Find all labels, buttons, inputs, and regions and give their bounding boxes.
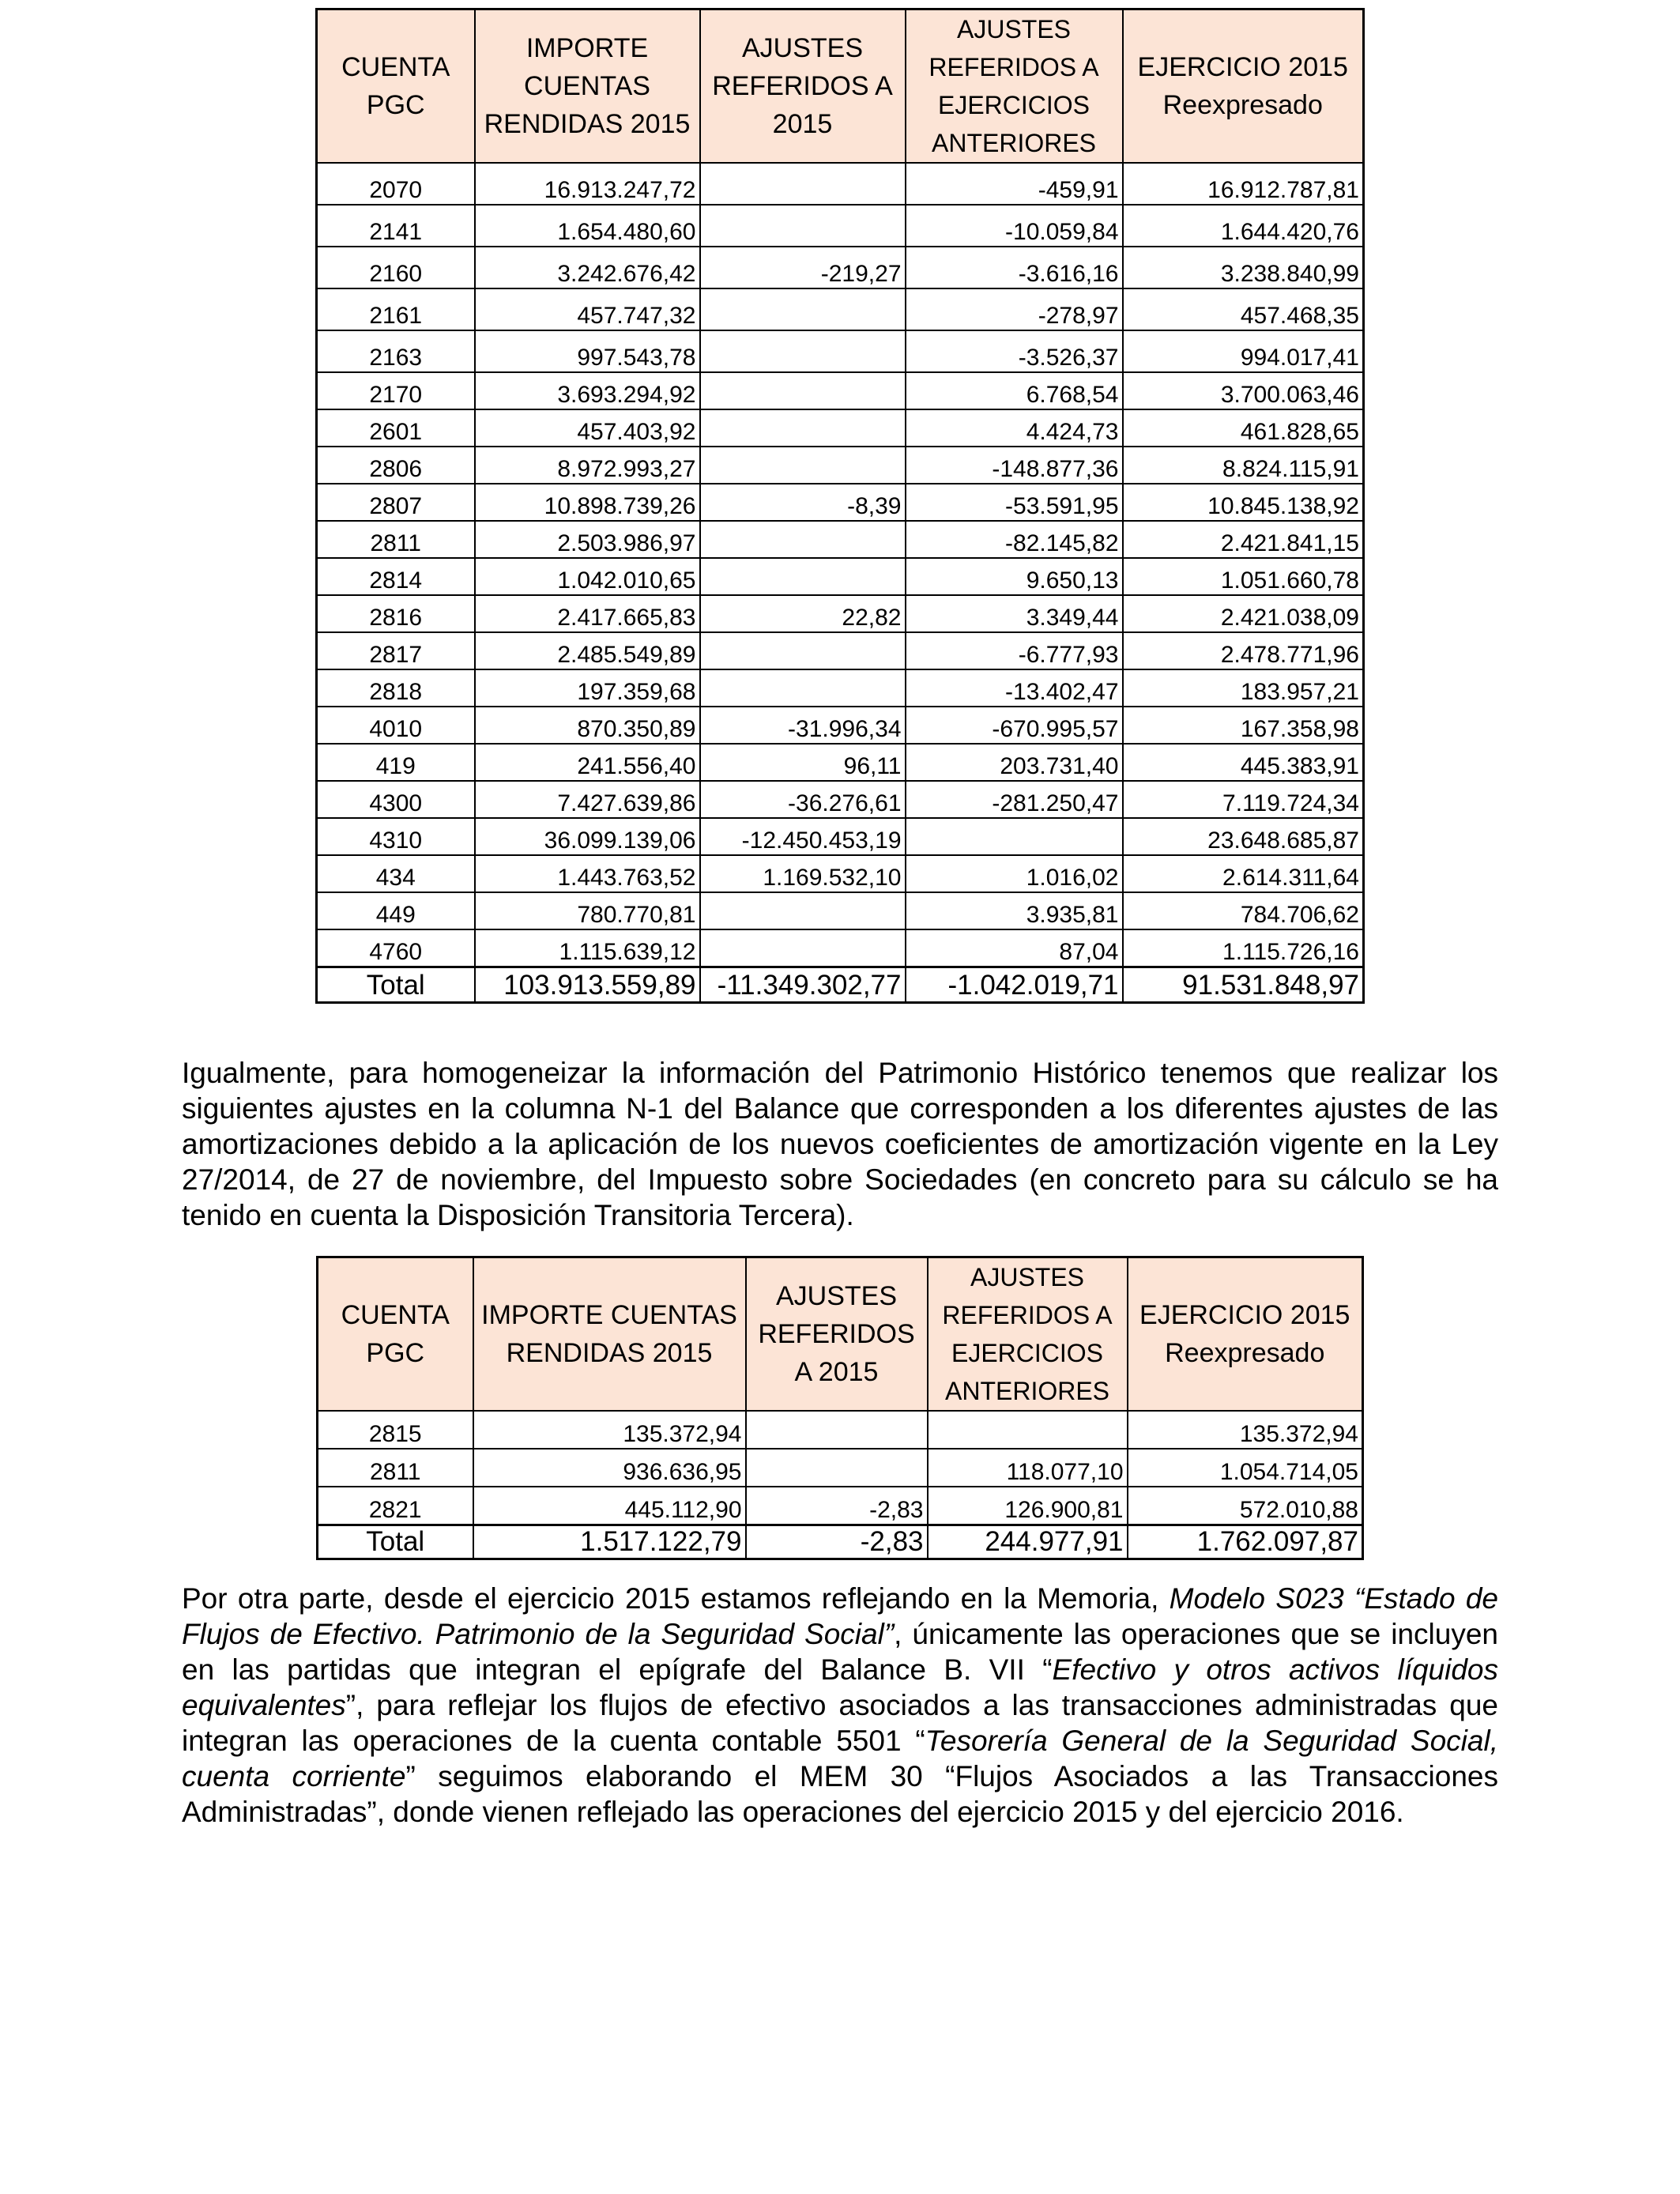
header-ajustes-ejercicios-anteriores: AJUSTES REFERIDOS A EJERCICIOS ANTERIORES bbox=[928, 1257, 1128, 1412]
amount-cell: 780.770,81 bbox=[475, 892, 700, 929]
amount-cell: 445.112,90 bbox=[473, 1487, 746, 1525]
amount-cell: 1.054.714,05 bbox=[1128, 1449, 1363, 1487]
account-code-cell: 2811 bbox=[317, 521, 475, 558]
total-amount-cell: 91.531.848,97 bbox=[1123, 967, 1364, 1002]
account-code-cell: 2601 bbox=[317, 409, 475, 447]
table-row bbox=[317, 247, 1364, 288]
amount-cell: 461.828,65 bbox=[1123, 409, 1364, 447]
amount-cell: 3.693.294,92 bbox=[475, 372, 700, 409]
amount-cell: -12.450.453,19 bbox=[700, 818, 906, 855]
header-ejercicio-reexpresado: EJERCICIO 2015 Reexpresado bbox=[1128, 1257, 1363, 1412]
amount-cell: 2.503.986,97 bbox=[475, 521, 700, 558]
amount-cell: 2.478.771,96 bbox=[1123, 632, 1364, 669]
amount-cell: 126.900,81 bbox=[928, 1487, 1128, 1525]
amount-cell: 3.242.676,42 bbox=[475, 247, 700, 288]
paragraph-italic-text: Modelo S023 “Estado de Flujos de Efectivo. Patrimonio de la Seguridad Social” bbox=[182, 1582, 1498, 1650]
amount-cell: -281.250,47 bbox=[906, 781, 1123, 818]
amount-cell: 135.372,94 bbox=[473, 1411, 746, 1449]
amount-cell bbox=[700, 330, 906, 372]
amount-cell: 572.010,88 bbox=[1128, 1487, 1363, 1525]
amount-cell: 36.099.139,06 bbox=[475, 818, 700, 855]
header-ajustes-2015: AJUSTES REFERIDOS A 2015 bbox=[700, 9, 906, 164]
table-row bbox=[317, 163, 1364, 205]
table-row bbox=[317, 330, 1364, 372]
account-code-cell: 2070 bbox=[317, 163, 475, 205]
amount-cell: 183.957,21 bbox=[1123, 669, 1364, 707]
table-row bbox=[317, 818, 1364, 855]
account-code-cell: 2163 bbox=[317, 330, 475, 372]
amount-cell: 1.115.639,12 bbox=[475, 929, 700, 967]
header-importe-cuentas-rendidas: IMPORTE CUENTAS RENDIDAS 2015 bbox=[475, 9, 700, 164]
account-code-cell: 2806 bbox=[317, 447, 475, 484]
amount-cell: 7.427.639,86 bbox=[475, 781, 700, 818]
amount-cell: -13.402,47 bbox=[906, 669, 1123, 707]
amount-cell: 1.169.532,10 bbox=[700, 855, 906, 892]
amount-cell: 870.350,89 bbox=[475, 707, 700, 744]
table-row bbox=[317, 409, 1364, 447]
amount-cell: 87,04 bbox=[906, 929, 1123, 967]
amount-cell: 997.543,78 bbox=[475, 330, 700, 372]
amount-cell: 6.768,54 bbox=[906, 372, 1123, 409]
amount-cell: 457.403,92 bbox=[475, 409, 700, 447]
table-row bbox=[317, 205, 1364, 247]
amount-cell: 1.042.010,65 bbox=[475, 558, 700, 595]
amount-cell: 994.017,41 bbox=[1123, 330, 1364, 372]
table-body bbox=[317, 163, 1364, 1002]
amount-cell: 7.119.724,34 bbox=[1123, 781, 1364, 818]
adjustments-table-2 bbox=[316, 1256, 1364, 1560]
total-label: Total bbox=[317, 967, 475, 1002]
amount-cell bbox=[700, 288, 906, 330]
amount-cell: -31.996,34 bbox=[700, 707, 906, 744]
amount-cell bbox=[700, 163, 906, 205]
account-code-cell: 2161 bbox=[317, 288, 475, 330]
table-row bbox=[317, 855, 1364, 892]
table-row bbox=[317, 892, 1364, 929]
account-code-cell: 4300 bbox=[317, 781, 475, 818]
amount-cell bbox=[928, 1411, 1128, 1449]
table-row bbox=[318, 1487, 1363, 1525]
amount-cell: -3.616,16 bbox=[906, 247, 1123, 288]
amount-cell: 2.485.549,89 bbox=[475, 632, 700, 669]
table-row bbox=[317, 521, 1364, 558]
amount-cell: 8.824.115,91 bbox=[1123, 447, 1364, 484]
amount-cell: 16.913.247,72 bbox=[475, 163, 700, 205]
amount-cell: -278,97 bbox=[906, 288, 1123, 330]
amount-cell: -219,27 bbox=[700, 247, 906, 288]
total-amount-cell: 1.762.097,87 bbox=[1128, 1525, 1363, 1559]
amount-cell bbox=[700, 521, 906, 558]
amount-cell: 457.747,32 bbox=[475, 288, 700, 330]
amount-cell: 10.845.138,92 bbox=[1123, 484, 1364, 521]
amount-cell bbox=[906, 818, 1123, 855]
amount-cell bbox=[700, 929, 906, 967]
table-row bbox=[318, 1449, 1363, 1487]
amount-cell bbox=[746, 1449, 928, 1487]
amount-cell: -3.526,37 bbox=[906, 330, 1123, 372]
amount-cell: -53.591,95 bbox=[906, 484, 1123, 521]
header-importe-cuentas-rendidas: IMPORTE CUENTAS RENDIDAS 2015 bbox=[473, 1257, 746, 1412]
amount-cell: 2.614.311,64 bbox=[1123, 855, 1364, 892]
amount-cell: 1.115.726,16 bbox=[1123, 929, 1364, 967]
total-amount-cell: -1.042.019,71 bbox=[906, 967, 1123, 1002]
amount-cell: 8.972.993,27 bbox=[475, 447, 700, 484]
total-amount-cell: -11.349.302,77 bbox=[700, 967, 906, 1002]
amount-cell: -6.777,93 bbox=[906, 632, 1123, 669]
header-cuenta-pgc: CUENTA PGC bbox=[318, 1257, 473, 1412]
amount-cell: 197.359,68 bbox=[475, 669, 700, 707]
table-row bbox=[317, 288, 1364, 330]
paragraph-text: Por otra parte, desde el ejercicio 2015 estamos reflejando en la Memoria, bbox=[182, 1582, 1170, 1615]
amount-cell: -2,83 bbox=[746, 1487, 928, 1525]
table-row bbox=[318, 1411, 1363, 1449]
table-body bbox=[318, 1411, 1363, 1559]
amount-cell: 22,82 bbox=[700, 595, 906, 632]
amount-cell: 1.051.660,78 bbox=[1123, 558, 1364, 595]
amount-cell bbox=[700, 409, 906, 447]
total-amount-cell: 103.913.559,89 bbox=[475, 967, 700, 1002]
account-code-cell: 434 bbox=[317, 855, 475, 892]
amount-cell: 3.349,44 bbox=[906, 595, 1123, 632]
total-row bbox=[318, 1525, 1363, 1559]
amount-cell: 784.706,62 bbox=[1123, 892, 1364, 929]
amount-cell: 445.383,91 bbox=[1123, 744, 1364, 781]
amount-cell: 3.700.063,46 bbox=[1123, 372, 1364, 409]
account-code-cell: 2815 bbox=[318, 1411, 473, 1449]
table-row bbox=[317, 595, 1364, 632]
amount-cell: -36.276,61 bbox=[700, 781, 906, 818]
amount-cell bbox=[700, 892, 906, 929]
table-row bbox=[317, 744, 1364, 781]
account-code-cell: 2811 bbox=[318, 1449, 473, 1487]
paragraph-italic-text: Efectivo y otros activos líquidos equivalentes bbox=[182, 1653, 1498, 1721]
amount-cell bbox=[700, 669, 906, 707]
account-code-cell: 4760 bbox=[317, 929, 475, 967]
account-code-cell: 2141 bbox=[317, 205, 475, 247]
amount-cell: -10.059,84 bbox=[906, 205, 1123, 247]
amount-cell: 2.421.841,15 bbox=[1123, 521, 1364, 558]
amount-cell: 16.912.787,81 bbox=[1123, 163, 1364, 205]
amount-cell bbox=[700, 205, 906, 247]
total-amount-cell: 244.977,91 bbox=[928, 1525, 1128, 1559]
table-row bbox=[317, 669, 1364, 707]
account-code-cell: 2817 bbox=[317, 632, 475, 669]
account-code-cell: 419 bbox=[317, 744, 475, 781]
amount-cell: -459,91 bbox=[906, 163, 1123, 205]
total-label: Total bbox=[318, 1525, 473, 1559]
amount-cell: 1.654.480,60 bbox=[475, 205, 700, 247]
amount-cell: -82.145,82 bbox=[906, 521, 1123, 558]
header-ajustes-ejercicios-anteriores: AJUSTES REFERIDOS A EJERCICIOS ANTERIORES bbox=[906, 9, 1123, 164]
amount-cell: 241.556,40 bbox=[475, 744, 700, 781]
account-code-cell: 2821 bbox=[318, 1487, 473, 1525]
account-code-cell: 2816 bbox=[317, 595, 475, 632]
amount-cell: 135.372,94 bbox=[1128, 1411, 1363, 1449]
amount-cell: -8,39 bbox=[700, 484, 906, 521]
paragraph-flujos-efectivo bbox=[182, 1581, 1498, 1830]
amount-cell: 1.443.763,52 bbox=[475, 855, 700, 892]
amount-cell: 2.417.665,83 bbox=[475, 595, 700, 632]
amount-cell: 203.731,40 bbox=[906, 744, 1123, 781]
paragraph-italic-text: Tesorería General de la Seguridad Social, cuenta corriente bbox=[182, 1725, 1498, 1793]
amount-cell: 96,11 bbox=[700, 744, 906, 781]
table-row bbox=[317, 484, 1364, 521]
paragraph-patrimonio-historico: Igualmente, para homogeneizar la información del Patrimonio Histórico tenemos que realizar los siguientes ajustes en la columna N-1 del Balance que corresponden a los diferentes ajustes de las amortizaciones debido a la aplicación de los nuevos coeficientes de amortización vigente en la Ley 27/2014, de 27 de noviembre, del Impuesto sobre Sociedades (en concreto para su cálculo se ha tenido en cuenta la Disposición Transitoria Tercera). bbox=[182, 1057, 1498, 1231]
table-row bbox=[317, 781, 1364, 818]
paragraph-text: , únicamente las operaciones que se incluyen en las partidas que integran el epígrafe del Balance B. VII “ bbox=[182, 1618, 1498, 1686]
amount-cell: 936.636,95 bbox=[473, 1449, 746, 1487]
amount-cell: 2.421.038,09 bbox=[1123, 595, 1364, 632]
amount-cell bbox=[700, 447, 906, 484]
amount-cell bbox=[700, 372, 906, 409]
account-code-cell: 4310 bbox=[317, 818, 475, 855]
table-row bbox=[317, 372, 1364, 409]
header-cuenta-pgc: CUENTA PGC bbox=[317, 9, 475, 164]
amount-cell: -670.995,57 bbox=[906, 707, 1123, 744]
amount-cell: 1.644.420,76 bbox=[1123, 205, 1364, 247]
total-row bbox=[317, 967, 1364, 1002]
account-code-cell: 4010 bbox=[317, 707, 475, 744]
amount-cell: 23.648.685,87 bbox=[1123, 818, 1364, 855]
total-amount-cell: -2,83 bbox=[746, 1525, 928, 1559]
table-row bbox=[317, 632, 1364, 669]
account-code-cell: 2818 bbox=[317, 669, 475, 707]
amount-cell: 1.016,02 bbox=[906, 855, 1123, 892]
amount-cell: 167.358,98 bbox=[1123, 707, 1364, 744]
amount-cell: -148.877,36 bbox=[906, 447, 1123, 484]
account-code-cell: 2170 bbox=[317, 372, 475, 409]
account-code-cell: 2814 bbox=[317, 558, 475, 595]
paragraph-text: ” seguimos elaborando el MEM 30 “Flujos Asociados a las Transacciones Administradas”, donde vienen reflejado las operaciones del ejercicio 2015 y del ejercicio 2016. bbox=[182, 1760, 1498, 1828]
amount-cell: 457.468,35 bbox=[1123, 288, 1364, 330]
amount-cell bbox=[700, 632, 906, 669]
paragraph-text: ”, para reflejar los flujos de efectivo asociados a las transacciones administradas que integran las operaciones de la cuenta contable 5501 “ bbox=[182, 1689, 1498, 1757]
amount-cell: 4.424,73 bbox=[906, 409, 1123, 447]
amount-cell: 10.898.739,26 bbox=[475, 484, 700, 521]
amount-cell: 118.077,10 bbox=[928, 1449, 1128, 1487]
amount-cell: 3.935,81 bbox=[906, 892, 1123, 929]
table-header-row bbox=[318, 1257, 1363, 1412]
amount-cell: 9.650,13 bbox=[906, 558, 1123, 595]
table-row bbox=[317, 447, 1364, 484]
header-ejercicio-reexpresado: EJERCICIO 2015 Reexpresado bbox=[1123, 9, 1364, 164]
table-header-row bbox=[317, 9, 1364, 164]
table-row bbox=[317, 929, 1364, 967]
amount-cell bbox=[746, 1411, 928, 1449]
account-code-cell: 2807 bbox=[317, 484, 475, 521]
adjustments-table-1 bbox=[315, 8, 1365, 1004]
amount-cell bbox=[700, 558, 906, 595]
header-ajustes-2015: AJUSTES REFERIDOS A 2015 bbox=[746, 1257, 928, 1412]
table-row bbox=[317, 707, 1364, 744]
account-code-cell: 2160 bbox=[317, 247, 475, 288]
table-row bbox=[317, 558, 1364, 595]
amount-cell: 3.238.840,99 bbox=[1123, 247, 1364, 288]
account-code-cell: 449 bbox=[317, 892, 475, 929]
total-amount-cell: 1.517.122,79 bbox=[473, 1525, 746, 1559]
